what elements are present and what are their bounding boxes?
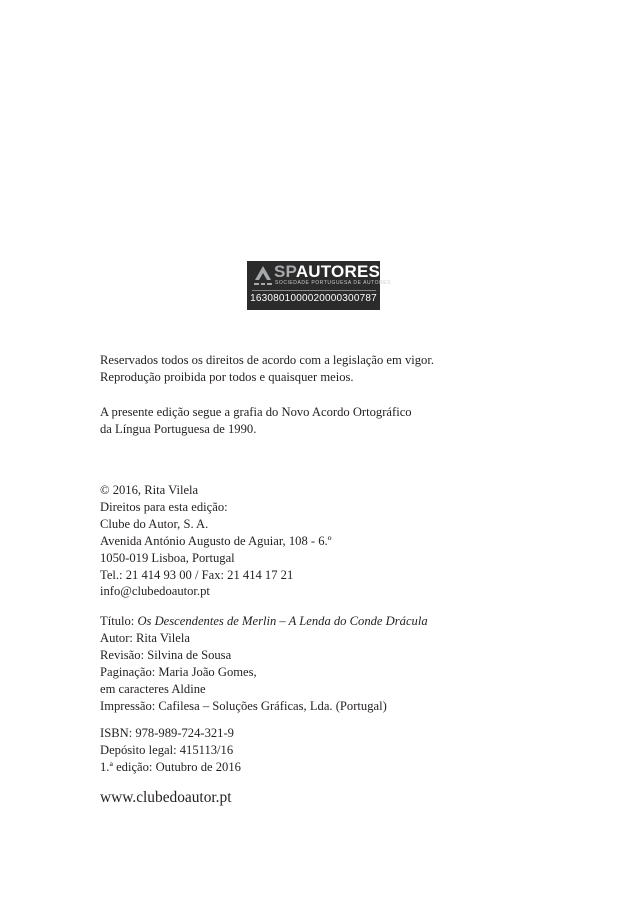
- spa-code: 1630801000020000300787: [250, 293, 377, 304]
- title-value: Os Descendentes de Merlin – A Lenda do Conde Drácula: [137, 614, 428, 628]
- rights-line-2: Reprodução proibida por todos e quaisquer meios.: [100, 369, 354, 384]
- title-line: [100, 613, 540, 630]
- spa-brand-prefix: SP: [274, 262, 296, 281]
- spa-brand: [274, 262, 380, 282]
- orthography-line-2: da Língua Portuguesa de 1990.: [100, 421, 257, 436]
- typeface-line: em caracteres Aldine: [100, 681, 206, 696]
- revision-line: Revisão: Silvina de Sousa: [100, 647, 232, 662]
- book-credits: [100, 613, 540, 714]
- author-line: Autor: Rita Vilela: [100, 630, 190, 645]
- isbn-line: ISBN: 978-989-724-321-9: [100, 726, 234, 740]
- isbn-info: [100, 725, 540, 776]
- orthography-notice: [100, 404, 540, 438]
- publisher-address: Avenida António Augusto de Aguiar, 108 - 6.º: [100, 533, 332, 548]
- website-url: www.clubedoautor.pt: [100, 789, 232, 806]
- printing-line: Impressão: Cafilesa – Soluções Gráficas, Lda. (Portugal): [100, 698, 387, 713]
- legal-deposit-line: Depósito legal: 415113/16: [100, 742, 234, 757]
- edition-line: 1.ª edição: Outubro de 2016: [100, 759, 241, 774]
- publisher-name: Clube do Autor, S. A.: [100, 516, 209, 531]
- spa-tagline: SOCIEDADE PORTUGUESA DE AUTORES: [275, 280, 392, 286]
- publisher-phone: Tel.: 21 414 93 00 / Fax: 21 414 17 21: [100, 567, 294, 582]
- pagination-line: Paginação: Maria João Gomes,: [100, 664, 257, 679]
- rights-line-1: Reservados todos os direitos de acordo com a legislação em vigor.: [100, 353, 434, 367]
- edition-rights-line: Direitos para esta edição:: [100, 499, 228, 514]
- publisher-city: 1050-019 Lisboa, Portugal: [100, 550, 235, 565]
- publisher-email: info@clubedoautor.pt: [100, 584, 210, 599]
- spa-brand-suffix: AUTORES: [295, 262, 381, 281]
- spa-divider: [252, 290, 376, 291]
- publisher-info: [100, 482, 540, 600]
- copyright-line: © 2016, Rita Vilela: [100, 483, 199, 497]
- spa-logo: [247, 261, 392, 310]
- spa-mark-icon: [252, 264, 274, 290]
- rights-notice: [100, 352, 540, 386]
- title-label: Título:: [100, 614, 138, 628]
- orthography-line-1: A presente edição segue a grafia do Novo Acordo Ortográfico: [100, 405, 412, 419]
